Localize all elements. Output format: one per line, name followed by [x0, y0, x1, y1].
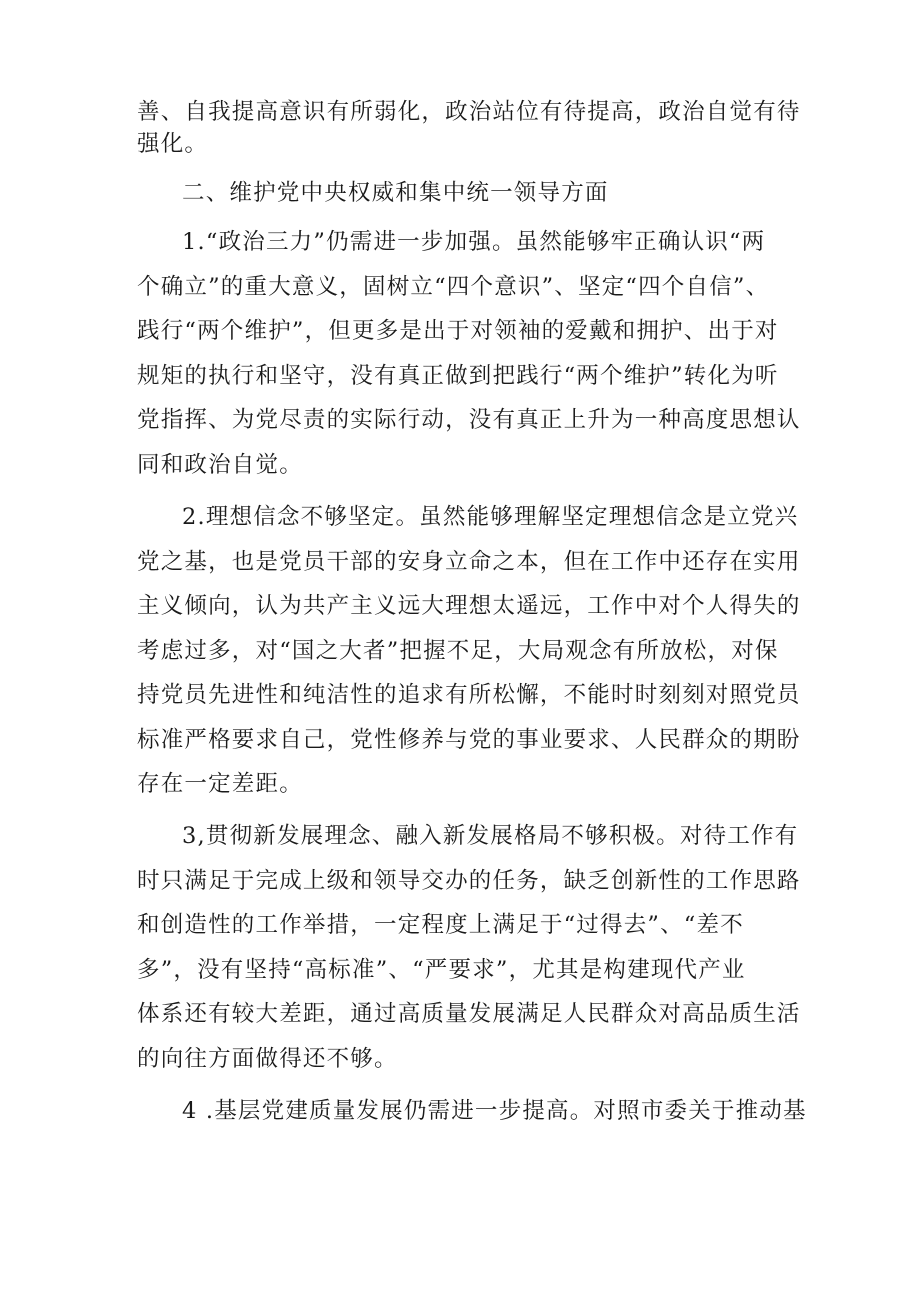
text-line: 持党员先进性和纯洁性的追求有所松懈，不能时时刻刻对照党员	[137, 682, 801, 708]
text-line: 党指挥、为党尽责的实际行动，没有真正上升为一种高度思想认	[137, 407, 801, 433]
text-line: 规矩的执行和坚守，没有真正做到把践行“两个维护”转化为听	[137, 363, 779, 389]
text-line: 2.理想信念不够坚定。虽然能够理解坚定理想信念是立党兴	[182, 504, 799, 530]
text-line: 善、自我提高意识有所弱化，政治站位有待提高，政治自觉有待	[137, 99, 801, 125]
text-line: 践行“两个维护”，但更多是出于对领袖的爱戴和拥护、出于对	[137, 318, 779, 344]
text-line: 存在一定差距。	[137, 771, 303, 797]
paragraph-continuation	[137, 96, 801, 160]
text-line: 考虑过多，对“国之大者”把握不足，大局观念有所放松，对保	[137, 638, 779, 664]
paragraph-item-1	[137, 226, 801, 481]
text-line: 标准严格要求自己，党性修养与党的事业要求、人民群众的期盼	[137, 727, 801, 753]
paragraph-item-4	[137, 1095, 807, 1127]
paragraph-item-3	[137, 820, 801, 1075]
text-line: 强化。	[137, 131, 209, 157]
paragraph-item-2	[137, 501, 801, 800]
text-line: 体系还有较大差距，通过高质量发展满足人民群众对高品质生活	[137, 1001, 801, 1027]
text-line: 同和政治自觉。	[137, 452, 303, 478]
text-line: 3,贯彻新发展理念、融入新发展格局不够积极。对待工作有	[182, 823, 799, 849]
text-line: 多”，没有坚持“高标准”、“严要求”，尤其是构建现代产业	[137, 957, 746, 983]
heading-line: 二、维护党中央权威和集中统一领导方面	[182, 180, 609, 206]
text-line: 的向往方面做得还不够。	[137, 1046, 398, 1072]
text-line: 个确立”的重大意义，固树立“四个意识”、坚定“四个自信”、	[137, 274, 770, 300]
text-line: 1.“政治三力”仍需进一步加强。虽然能够牢正确认识“两	[182, 229, 766, 255]
document-body	[137, 96, 807, 1127]
text-line: 党之基，也是党员干部的安身立命之本，但在工作中还存在实用	[137, 549, 801, 575]
text-line: 和创造性的工作举措，一定程度上满足于“过得去”、“差不	[137, 912, 744, 938]
section-heading	[137, 177, 797, 209]
text-line: 主义倾向，认为共产主义远大理想太遥远，工作中对个人得失的	[137, 593, 801, 619]
text-line: 4 .基层党建质量发展仍需进一步提高。对照市委关于推动基	[182, 1098, 807, 1124]
text-line: 时只满足于完成上级和领导交办的任务，缺乏创新性的工作思路	[137, 868, 801, 894]
